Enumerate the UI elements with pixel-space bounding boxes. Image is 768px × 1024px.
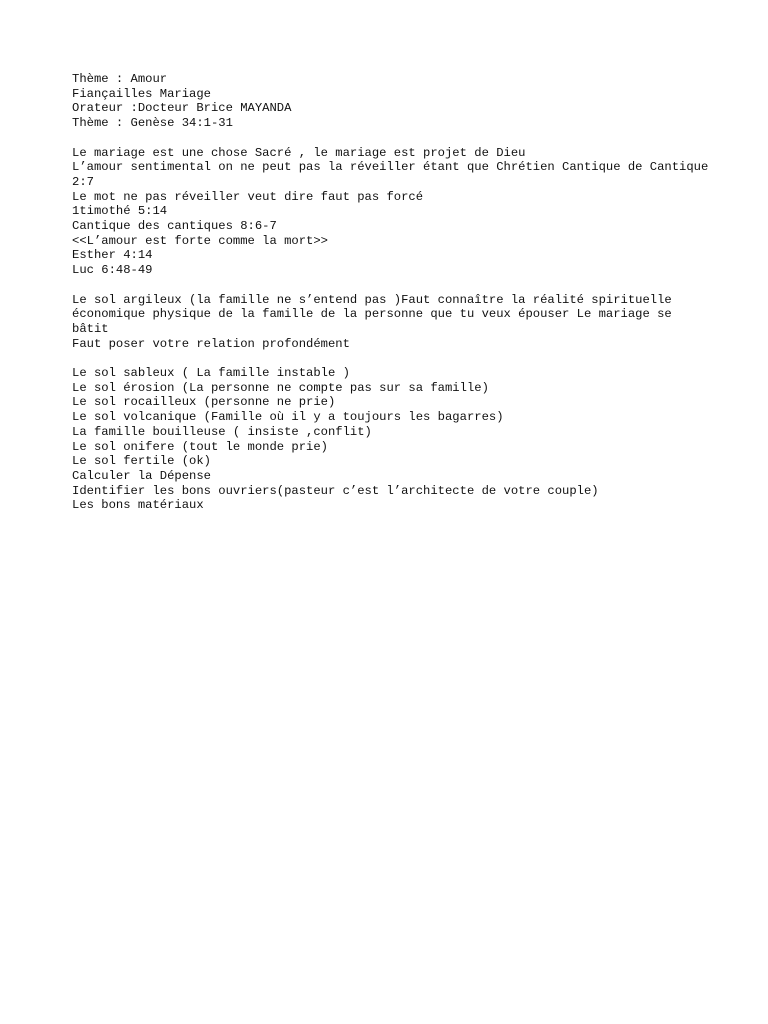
theme-line: Thème : Amour bbox=[72, 72, 168, 86]
text-line: L’amour sentimental on ne peut pas la réveiller étant que Chrétien Cantique de Cantique 2:7 bbox=[72, 160, 716, 189]
list-item: Le sol érosion (La personne ne compte pas sur sa famille) bbox=[72, 380, 489, 395]
soil-intro-paragraph bbox=[72, 293, 712, 352]
text-line: Le mot ne pas réveiller veut dire faut pas forcé bbox=[72, 189, 424, 204]
list-item: Le sol onifere (tout le monde prie) bbox=[72, 439, 328, 454]
reference-line: Cantique des cantiques 8:6-7 bbox=[72, 219, 277, 234]
scripture-theme-line: Thème : Genèse 34:1-31 bbox=[72, 116, 233, 131]
event-line: Fiançailles Mariage bbox=[72, 86, 211, 101]
list-item: La famille bouilleuse ( insiste ,conflit) bbox=[72, 424, 372, 439]
list-item: Le sol sableux ( La famille instable ) bbox=[72, 366, 350, 381]
reference-line: 1timothé 5:14 bbox=[72, 204, 168, 219]
list-item: Calculer la Dépense bbox=[72, 468, 211, 483]
reference-line: Luc 6:48-49 bbox=[72, 263, 153, 278]
text-line: Faut poser votre relation profondément bbox=[72, 336, 350, 351]
document-body bbox=[72, 72, 716, 528]
list-item: Identifier les bons ouvriers(pasteur c’est l’architecte de votre couple) bbox=[72, 483, 599, 498]
list-item: Le sol fertile (ok) bbox=[72, 454, 211, 469]
intro-paragraph bbox=[72, 145, 716, 278]
list-item: Le sol rocailleux (personne ne prie) bbox=[72, 395, 336, 410]
list-item: Les bons matériaux bbox=[72, 498, 204, 513]
text-line: Le sol argileux (la famille ne s’entend pas )Faut connaître la réalité spirituelle économique physique de la famille de la personne que tu veux épouser Le mariage se bâtit bbox=[72, 292, 680, 336]
speaker-line: Orateur :Docteur Brice MAYANDA bbox=[72, 101, 292, 116]
soil-list-paragraph bbox=[72, 366, 712, 513]
header-paragraph bbox=[72, 72, 712, 131]
quote-line: <<L’amour est forte comme la mort>> bbox=[72, 233, 328, 248]
list-item: Le sol volcanique (Famille où il y a toujours les bagarres) bbox=[72, 410, 504, 425]
reference-line: Esther 4:14 bbox=[72, 248, 153, 263]
text-line: Le mariage est une chose Sacré , le mariage est projet de Dieu bbox=[72, 145, 526, 160]
